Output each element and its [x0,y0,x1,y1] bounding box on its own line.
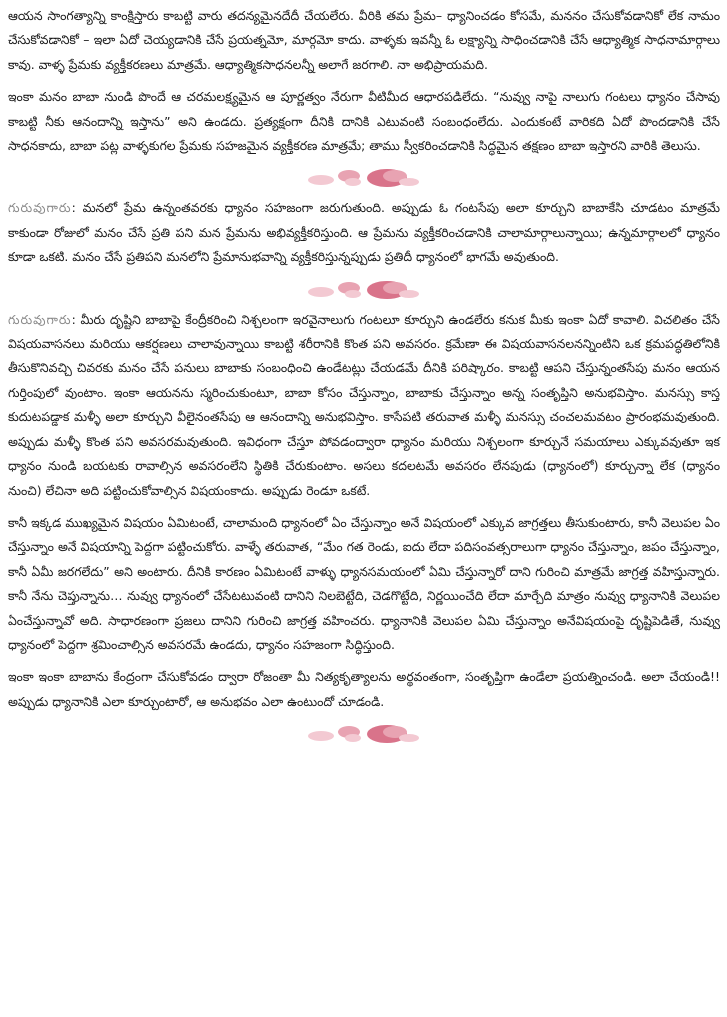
paragraph-1: ఆయన సాంగత్యాన్ని కాంక్షిస్తారు కాబట్టి వారు తదన్యమైనదేదీ చేయలేరు. వీరికి తమ ప్రేమ– ధ్యానించడం కోసమే, మననం చేసుకోవడానికో లేక నామం చేసుకోవడానికో – ఇలా ఏదో చెయ్యడానికి చేసే ప్రయత్నమో, మార్గమో కాదు. వాళ్ళకు ఇవన్నీ ఓ లక్ష్యాన్ని సాధించడానికి చేసే ఆధ్యాత్మిక సాధనామార్గాలు కావు. వాళ్ళ ప్రేమకు వ్యక్తీకరణలు మాత్రమే. ఆధ్యాత్మికసాధనలన్నీ అలాగే జరగాలి. నా అభిప్రాయమది. [8,8,720,72]
speaker-label: గురువుగారు [8,200,72,216]
qa-paragraph-2 [8,308,720,503]
rose-petal-divider-1 [8,158,720,196]
answer-text: : మనలో ప్రేమ ఉన్నంతవరకు ధ్యానం సహజంగా జరుగుతుంది. అప్పుడు ఓ గంటసేపు అలా కూర్చుని బాబాకేసి చూడటం మాత్రమే కాకుండా రోజులో మనం చేసే ప్రతి పని మన ప్రేమను అభివ్యక్తీకరిస్తుంది. ఆ ప్రేమను వ్యక్తీకరించడానికి చాలామార్గాలున్నాయి; ఉన్నమార్గాలలో ధ్యానం కూడా ఒకటి. మనం చేసే ప్రతిపని మనలోని ప్రేమానుభవాన్ని వ్యక్తీకరిస్తున్నప్పుడు ప్రతిదీ ధ్యానంలో భాగమే అవుతుంది. [8,200,720,265]
answer-text: : మీరు దృష్టిని బాబాపై కేంద్రీకరించి నిశ్చలంగా ఇరవైనాలుగు గంటలూ కూర్చుని ఉండలేరు కనుక మీకు ఇంకా ఏదో కావాలి. విచలితం చేసే విషయవాసనలు మరియు ఆకర్షణలు చాలావున్నాయి కాబట్టి శరీరానికి కొంత పని అవసరం. క్రమేణా ఈ విషయవాసనలనన్నింటిని ఒక క్రమపద్ధతిలోనికి తీసుకొనివచ్చి చివరకు మనం చేసే పనులు బాబాకు సంబంధించి ఉండేటట్లు చేయడమే దీనికి పరిష్కారం. కాబట్టి ఆపని చేస్తున్నంతసేపు మనం ఆయన గుర్తింపులో వుంటాం. ఇంకా ఆయనను స్మరించుకుంటూ, బాబా కోసం చేస్తున్నాం, బాబాకు చేస్తున్నాం అన్న సంతృప్తిని అనుభవిస్తాం. మనస్సు కాస్త కుదుటపడ్డాక మళ్ళీ అలా కూర్చుని వీలైనంతసేపు ఆ ఆనందాన్ని అనుభవిస్తాం. కాసేపటి తరువాత మళ్ళీ మనస్సు చంచలమవటం ప్రారంభమవుతుంది. అప్పుడు మళ్ళీ కొంత పని అవసరమవుతుంది. ఇవిధంగా చేస్తూ పోవడంద్వారా ధ్యానం మరియు నిశ్చలంగా కూర్చునే సమయాలు ఎక్కువవుతూ ఇక ధ్యానం నుండి బయటకు రావాల్సిన అవసరంలేని స్థితికి చేరుకుంటాం. అసలు కదలటమే అవసరం లేనపుడు (ధ్యానంలో) కూర్చున్నా లేక (ధ్యానం నుంచి) లేచినా అది పట్టించుకోవాల్సిన విషయంకాదు. అప్పుడు రెండూ ఒకటే. [8,311,720,498]
rose-petal-divider-3 [8,714,720,752]
qa-paragraph-1 [8,196,720,269]
article [8,4,720,752]
speaker-label: గురువుగారు [8,311,72,327]
paragraph-2: ఇంకా మనం బాబా నుండి పొందే ఆ చరమలక్ష్యమైన ఆ పూర్ణత్వం నేరుగా వీటిమీద ఆధారపడిలేదు. “నువ్వు నాపై నాలుగు గంటలు ధ్యానం చేసావు కాబట్టి నీకు ఆనందాన్ని ఇస్తాను” అని ఉండదు. ప్రత్యక్షంగా దీనికి దానికి ఎటువంటి సంబంధంలేదు. ఎందుకంటే వారికది ఏదో పొందడానికి చేసే సాధనకాదు, బాబా పట్ల వాళ్ళకుగల ప్రేమకు సహజమైన వ్యక్తీకరణ మాత్రమే; తాము స్వీకరించడానికి సిద్ధమైన తక్షణం బాబా ఇస్తారని వారికి తెలుసు. [8,89,720,154]
rose-petal-divider-2 [8,270,720,308]
paragraph-5: కానీ ఇక్కడ ముఖ్యమైన విషయం ఏమిటంటే, చాలామంది ధ్యానంలో ఏం చేస్తున్నాం అనే విషయంలో ఎక్కువ జాగ్రత్తలు తీసుకుంటారు, కానీ వెలుపల ఏం చేస్తున్నాం అనే విషయాన్ని పెద్దగా పట్టించుకోరు. వాళ్ళే తరువాత, “మేం గత రెండు, ఐదు లేదా పదిసంవత్సరాలుగా ధ్యానం చేస్తున్నాం, జపం చేస్తున్నాం, కానీ ఏమీ జరగలేదు” అని అంటారు. దీనికి కారణం ఏమిటంటే వాళ్ళు ధ్యానసమయంలో ఏమి చేస్తున్నారో దాని గురించి మాత్రమే జాగ్రత్త వహిస్తున్నారు. కానీ నేను చెప్తున్నాను… నువ్వు ధ్యానంలో చేసేటటువంటి దానిని నిలబెట్టేది, చెడగొట్టేది, నిర్ణయించేది లేదా మార్చేది మాత్రం నువ్వు ధ్యానానికి వెలుపల ఏంచేస్తున్నావో అది. సాధారణంగా ప్రజలు దానిని గురించి జాగ్రత్త వహించరు. ధ్యానానికి వెలుపల ఏమి చేస్తున్నాం అనేవిషయంపై దృష్టిపెడితే, నువ్వు ధ్యానంలో పెద్దగా శ్రమించాల్సిన అవసరమే ఉండదు, ధ్యానం సహజంగా సిద్ధిస్తుంది. [8,514,720,652]
rose-petals-icon [299,720,429,746]
paragraph-6: ఇంకా ఇంకా బాబాను కేంద్రంగా చేసుకోవడం ద్వారా రోజంతా మీ నిత్యకృత్యాలను అర్థవంతంగా, సంతృప్తిగా ఉండేలా ప్రయత్నించండి. అలా చేయండి!! అప్పుడు ధ్యానానికి ఎలా కూర్చుంటారో, ఆ అనుభవం ఎలా ఉంటుందో చూడండి. [8,669,720,709]
rose-petals-icon [299,164,429,190]
rose-petals-icon [299,276,429,302]
